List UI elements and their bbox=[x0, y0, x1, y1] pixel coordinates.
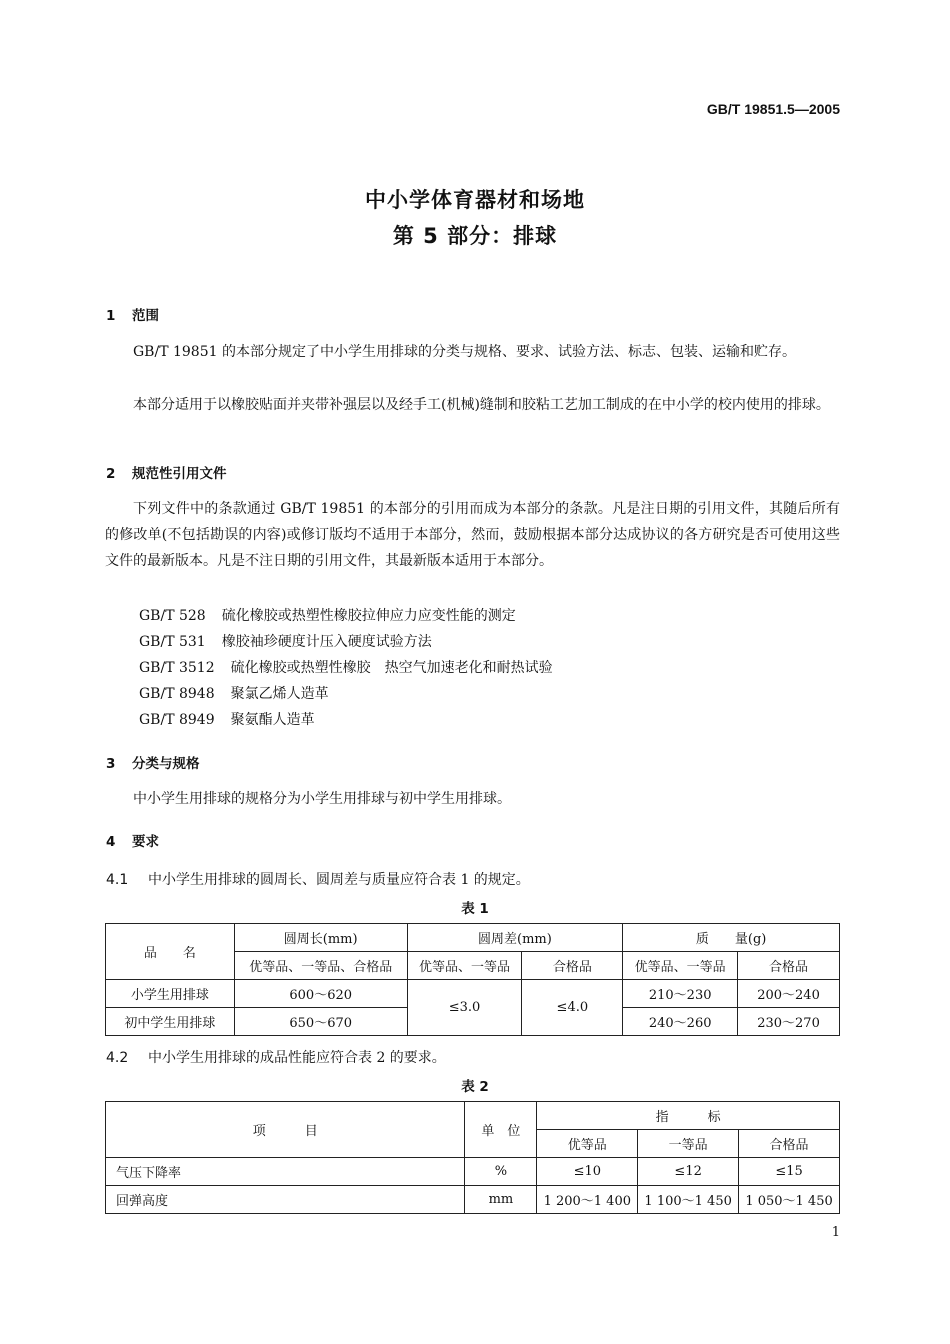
table-cell: 1 100～1 450 bbox=[638, 1186, 739, 1214]
table-1-caption: 表 1 bbox=[461, 901, 489, 917]
reference-title: 聚氯乙烯人造革 bbox=[230, 686, 329, 702]
section-number: 4 bbox=[106, 834, 116, 850]
table-cell: mm bbox=[465, 1186, 537, 1214]
header-cell: 品 名 bbox=[106, 924, 235, 980]
table-cell: 回弹高度 bbox=[106, 1186, 465, 1214]
clause-text: 中小学生用排球的成品性能应符合表 2 的要求。 bbox=[148, 1050, 446, 1066]
table-cell: % bbox=[465, 1158, 537, 1186]
table-cell: 1 050～1 450 bbox=[739, 1186, 840, 1214]
clause-number: 4.2 bbox=[106, 1050, 129, 1066]
reference-item bbox=[139, 605, 516, 625]
reference-code: GB/T 528 bbox=[139, 608, 206, 624]
table-cell: 650～670 bbox=[234, 1008, 407, 1036]
table-cell: 230～270 bbox=[738, 1008, 840, 1036]
section-number: 3 bbox=[106, 756, 116, 772]
table-cell: 1 200～1 400 bbox=[537, 1186, 638, 1214]
table-header-row bbox=[106, 1102, 840, 1130]
header-cell: 合格品 bbox=[522, 952, 623, 980]
header-cell: 一等品 bbox=[638, 1130, 739, 1158]
reference-code: GB/T 3512 bbox=[139, 660, 215, 676]
reference-title: 聚氨酯人造革 bbox=[230, 712, 315, 728]
reference-item bbox=[139, 631, 432, 651]
header-cell: 项 目 bbox=[106, 1102, 465, 1158]
reference-code: GB/T 8949 bbox=[139, 712, 215, 728]
reference-code: GB/T 531 bbox=[139, 634, 206, 650]
header-cell: 优等品、一等品、合格品 bbox=[234, 952, 407, 980]
references-paragraph: 下列文件中的条款通过 GB/T 19851 的本部分的引用而成为本部分的条款。凡是注日期的引用文件，其随后所有的修改单(不包括勘误的内容)或修订版均不适用于本部分，然而，鼓励根据本部分达成协议的各方研究是否可使用这些文件的最新版本。凡是不注日期的引用文件，其最新版本适用于本部分。 bbox=[105, 501, 840, 569]
standard-code: GB/T 19851.5—2005 bbox=[706, 101, 840, 117]
table-header-row bbox=[106, 924, 840, 952]
reference-item bbox=[139, 683, 329, 703]
section-heading-scope bbox=[106, 304, 159, 324]
clause-text: 中小学生用排球的圆周长、圆周差与质量应符合表 1 的规定。 bbox=[148, 872, 530, 888]
table-2-caption: 表 2 bbox=[461, 1079, 489, 1095]
section-title: 范围 bbox=[132, 308, 159, 324]
reference-item bbox=[139, 657, 553, 677]
section-number: 2 bbox=[106, 466, 116, 482]
scope-paragraph-2: 本部分适用于以橡胶贴面并夹带补强层以及经手工(机械)缝制和胶粘工艺加工制成的在中小学的校内使用的排球。 bbox=[133, 397, 830, 413]
header-cell: 指 标 bbox=[537, 1102, 840, 1130]
table-cell: 600～620 bbox=[234, 980, 407, 1008]
scope-paragraph-1: GB/T 19851 的本部分规定了中小学生用排球的分类与规格、要求、试验方法、标志、包装、运输和贮存。 bbox=[133, 344, 796, 360]
section-heading-references bbox=[106, 462, 227, 482]
table-cell: 240～260 bbox=[623, 1008, 738, 1036]
reference-code: GB/T 8948 bbox=[139, 686, 215, 702]
header-cell: 优等品、一等品 bbox=[623, 952, 738, 980]
table-1 bbox=[105, 923, 840, 1036]
document-subtitle: 第 5 部分：排球 bbox=[392, 224, 558, 248]
reference-title: 橡胶袖珍硬度计压入硬度试验方法 bbox=[221, 634, 432, 650]
table-2 bbox=[105, 1101, 840, 1214]
reference-title: 硫化橡胶或热塑性橡胶 热空气加速老化和耐热试验 bbox=[230, 660, 553, 676]
table-cell: ≤15 bbox=[739, 1158, 840, 1186]
table-cell: 200～240 bbox=[738, 980, 840, 1008]
table-cell: ≤12 bbox=[638, 1158, 739, 1186]
table-cell: 气压下降率 bbox=[106, 1158, 465, 1186]
table-cell: 小学生用排球 bbox=[106, 980, 235, 1008]
document-title: 中小学体育器材和场地 bbox=[365, 188, 585, 212]
clause-4-2 bbox=[106, 1047, 446, 1067]
header-cell: 圆周差(mm) bbox=[407, 924, 623, 952]
clause-number: 4.1 bbox=[106, 872, 129, 888]
header-cell: 质 量(g) bbox=[623, 924, 840, 952]
section-number: 1 bbox=[106, 308, 116, 324]
table-cell: ≤3.0 bbox=[407, 980, 522, 1036]
reference-title: 硫化橡胶或热塑性橡胶拉伸应力应变性能的测定 bbox=[221, 608, 516, 624]
classification-paragraph: 中小学生用排球的规格分为小学生用排球与初中学生用排球。 bbox=[133, 791, 511, 807]
header-cell: 合格品 bbox=[739, 1130, 840, 1158]
table-row bbox=[106, 1186, 840, 1214]
table-row bbox=[106, 980, 840, 1008]
header-cell: 优等品、一等品 bbox=[407, 952, 522, 980]
header-cell: 单 位 bbox=[465, 1102, 537, 1158]
header-cell: 优等品 bbox=[537, 1130, 638, 1158]
reference-item bbox=[139, 709, 315, 729]
table-cell: 初中学生用排球 bbox=[106, 1008, 235, 1036]
section-title: 要求 bbox=[132, 834, 159, 850]
table-row bbox=[106, 1158, 840, 1186]
section-title: 规范性引用文件 bbox=[132, 466, 227, 482]
header-cell: 圆周长(mm) bbox=[234, 924, 407, 952]
page-number: 1 bbox=[831, 1225, 840, 1240]
table-cell: ≤10 bbox=[537, 1158, 638, 1186]
header-cell: 合格品 bbox=[738, 952, 840, 980]
table-cell: 210～230 bbox=[623, 980, 738, 1008]
section-title: 分类与规格 bbox=[132, 756, 200, 772]
section-heading-classification bbox=[106, 752, 200, 772]
table-cell: ≤4.0 bbox=[522, 980, 623, 1036]
clause-4-1 bbox=[106, 869, 530, 889]
section-heading-requirements bbox=[106, 830, 159, 850]
